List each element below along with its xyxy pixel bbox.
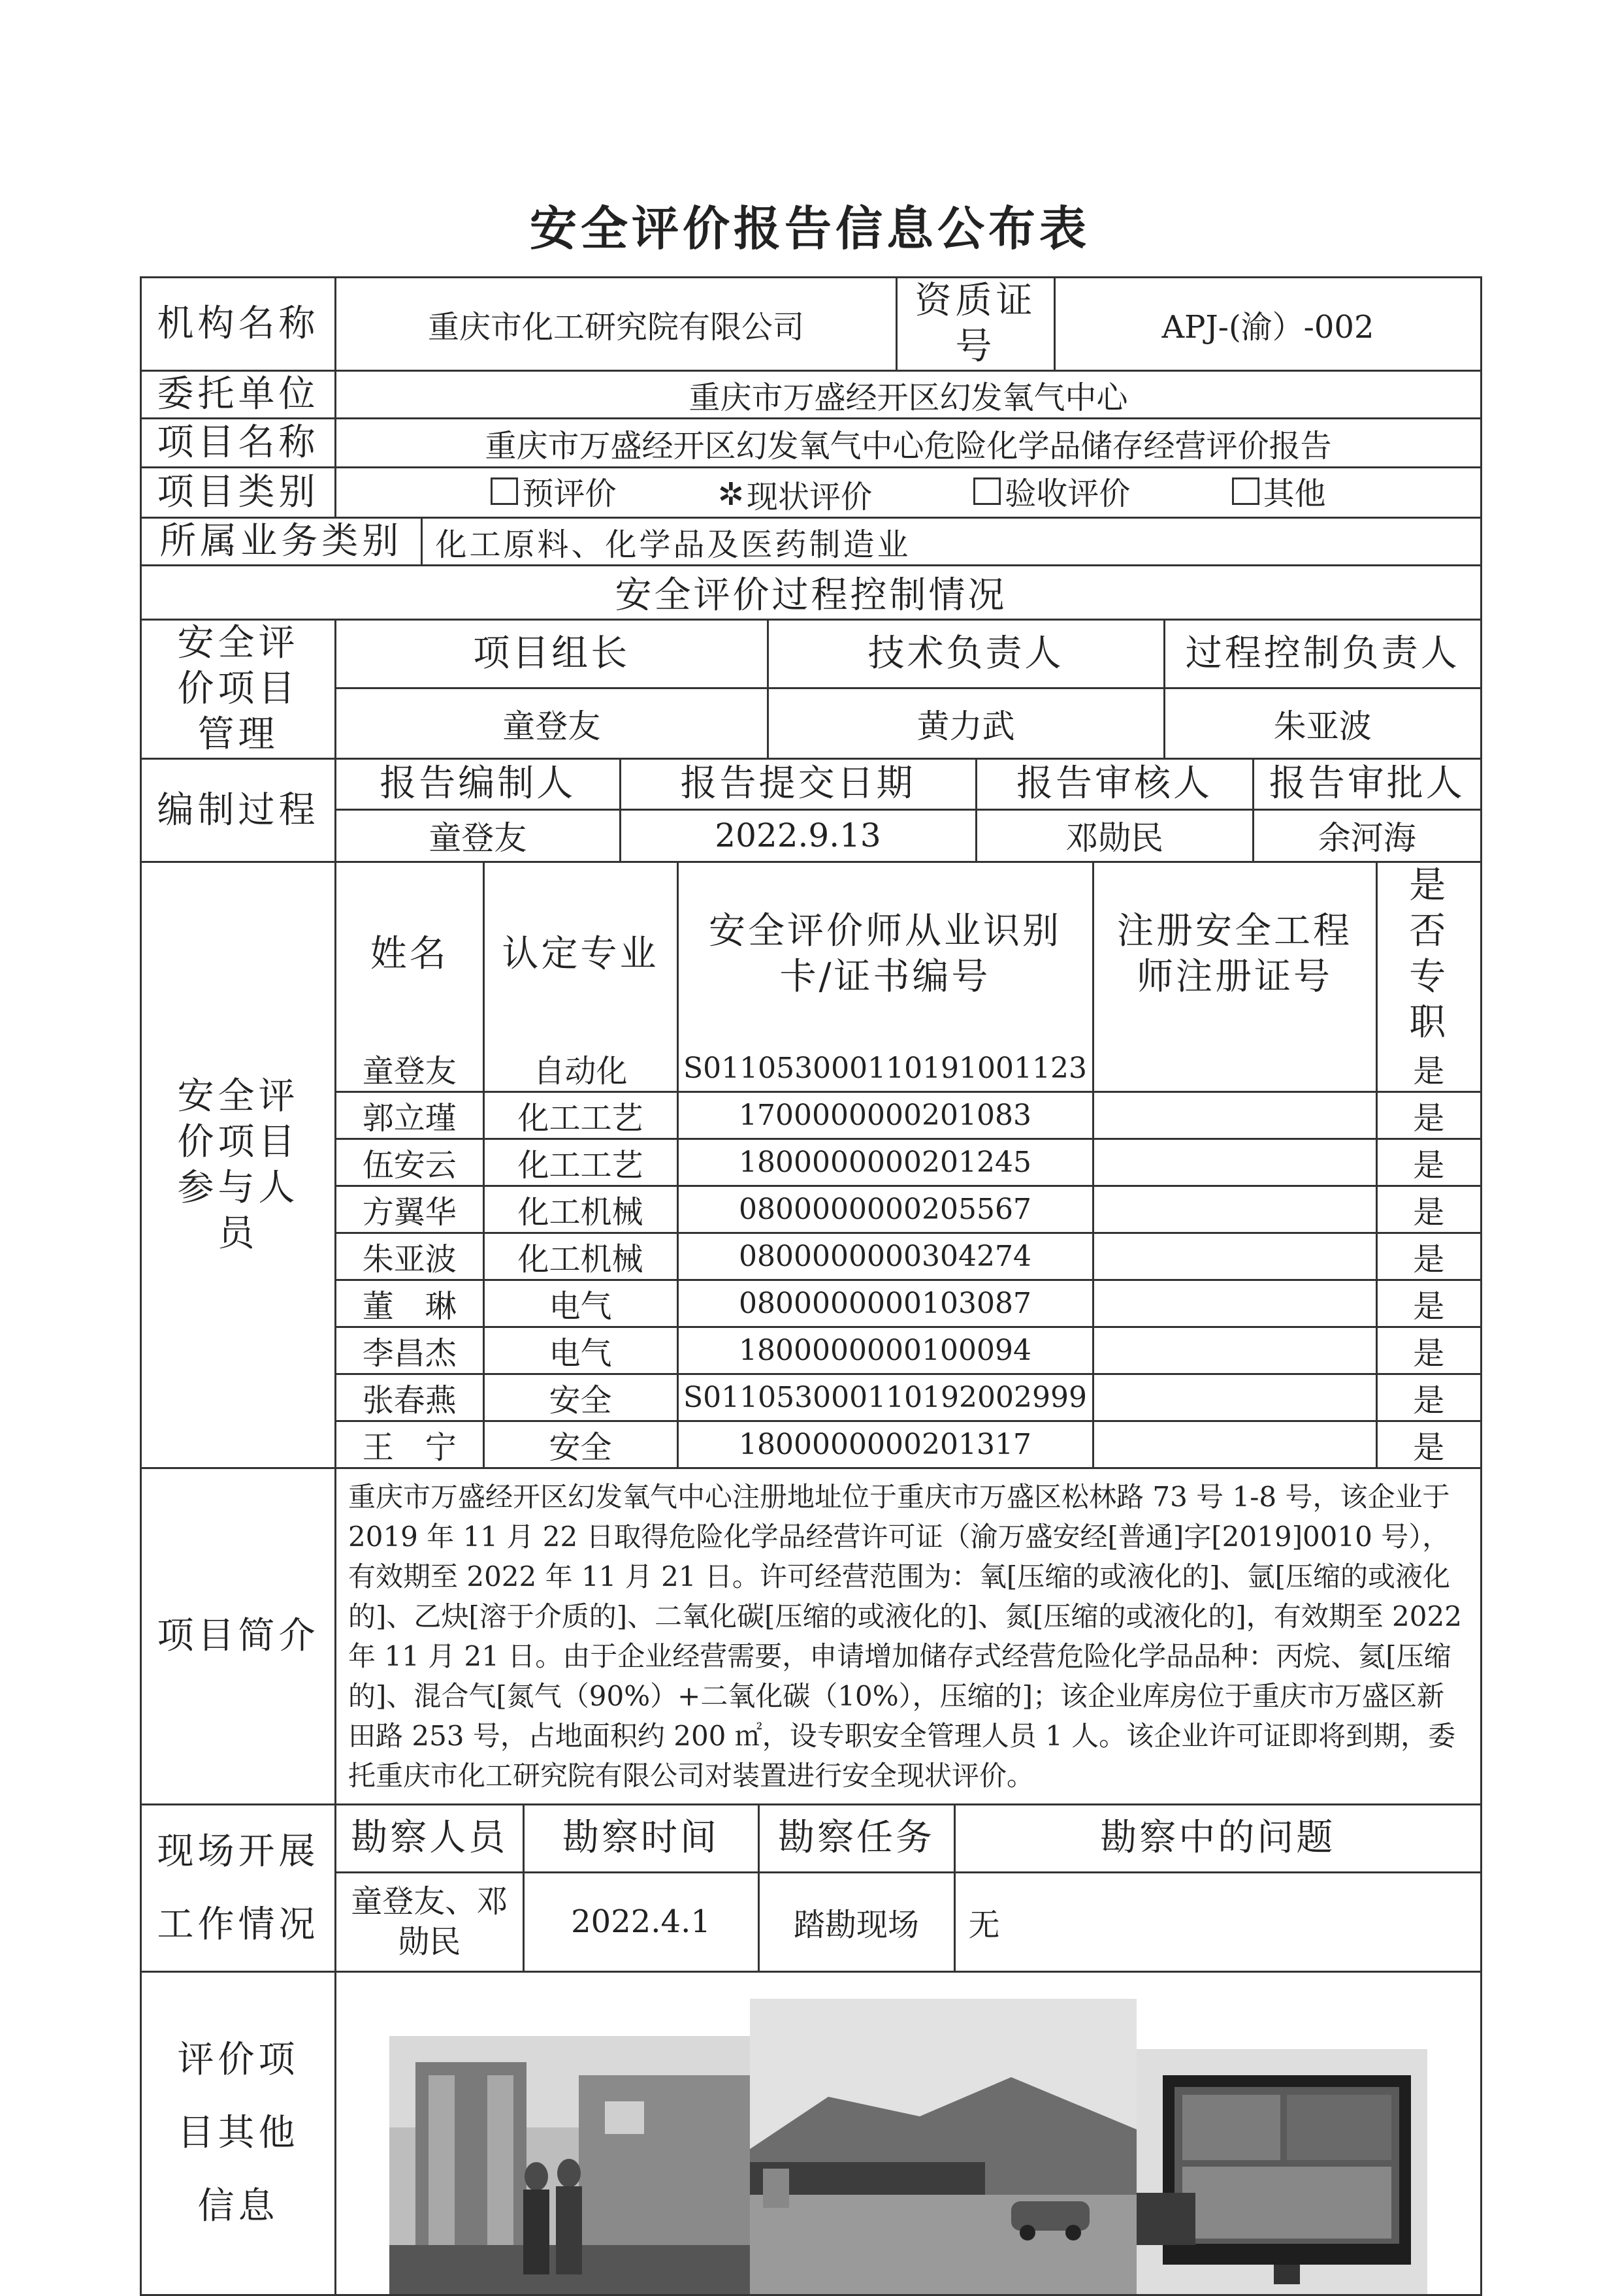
site-value: 2022.4.1 bbox=[523, 1872, 758, 1971]
compile-header: 报告审批人 bbox=[1253, 760, 1480, 809]
site-value: 童登友、邓勋民 bbox=[336, 1872, 523, 1971]
participant-card-number: 0800000000103087 bbox=[677, 1280, 1093, 1327]
org-value: 重庆市化工研究院有限公司 bbox=[336, 278, 897, 371]
participant-major: 化工机械 bbox=[483, 1233, 677, 1280]
site-header: 勘察时间 bbox=[523, 1805, 758, 1872]
site-gate-photo bbox=[389, 2036, 750, 2294]
participant-name: 朱亚波 bbox=[336, 1233, 483, 1280]
management-value: 黄力武 bbox=[768, 688, 1164, 758]
cert-label: 资质证号 bbox=[897, 278, 1055, 371]
business-label: 所属业务类别 bbox=[142, 519, 421, 564]
participant-card-number: 1700000000201083 bbox=[677, 1092, 1093, 1139]
participant-reg-number bbox=[1093, 1046, 1376, 1092]
intro-text: 重庆市万盛经开区幻发氧气中心注册地址位于重庆市万盛区松林路 73 号 1-8 号，该企业于 2019 年 11 月 22 日取得危险化学品经营许可证（渝万盛安经[普通]字[2019]0010 号），有效期至 2022 年 11 月 21 日。许可经营范围为：氧[压缩的或液化的]、氩[压缩的或液化的]、乙炔[溶于介质的]、二氧化碳[压缩的或液化的]、氮[压缩的或液化的]，有效期至 2022 年 11 月 21 日。由于企业经营需要，申请增加储存式经营危险化学品品种：丙烷、氦[压缩的]、混合气[氮气（90%）+二氧化碳（10%），压缩的]；该企业库房位于重庆市万盛区新田路 253 号，占地面积约 200 ㎡，设专职安全管理人员 1 人。该企业许可证即将到期，委托重庆市化工研究院有限公司对装置进行安全现状评价。 bbox=[336, 1468, 1482, 1805]
compile-label: 编制过程 bbox=[141, 759, 336, 862]
other-label: 评价项目其他信息 bbox=[141, 1972, 336, 2295]
participant-reg-number bbox=[1093, 1421, 1376, 1468]
participant-card-number: 1800000000100094 bbox=[677, 1327, 1093, 1374]
participant-name: 郭立瑾 bbox=[336, 1092, 483, 1139]
checkbox-icon[interactable] bbox=[973, 477, 1001, 505]
management-header: 过程控制负责人 bbox=[1164, 621, 1480, 688]
option-other[interactable]: 其他 bbox=[1232, 468, 1326, 513]
compile-value: 邓勋民 bbox=[976, 809, 1253, 861]
participant-row bbox=[336, 1374, 1480, 1421]
participant-major: 自动化 bbox=[483, 1046, 677, 1092]
participant-major: 化工机械 bbox=[483, 1186, 677, 1233]
site-value: 踏勘现场 bbox=[758, 1872, 954, 1971]
participant-row bbox=[336, 1421, 1480, 1468]
compile-block bbox=[336, 759, 1482, 862]
intro-label: 项目简介 bbox=[141, 1468, 336, 1805]
cert-value: APJ-(渝）-002 bbox=[1055, 278, 1482, 371]
site-label: 现场开展工作情况 bbox=[141, 1805, 336, 1972]
participant-card-number: S011053000110192002999 bbox=[677, 1374, 1093, 1421]
participant-major: 化工工艺 bbox=[483, 1092, 677, 1139]
category-label: 项目类别 bbox=[141, 468, 336, 518]
management-header: 项目组长 bbox=[336, 621, 768, 688]
participant-name: 李昌杰 bbox=[336, 1327, 483, 1374]
participant-fulltime: 是 bbox=[1376, 1139, 1480, 1186]
participant-name: 伍安云 bbox=[336, 1139, 483, 1186]
participant-card-number: 1800000000201317 bbox=[677, 1421, 1093, 1468]
photo-strip bbox=[336, 1973, 1480, 2294]
monitor-screen-photo bbox=[1137, 2049, 1427, 2294]
participant-reg-number bbox=[1093, 1139, 1376, 1186]
client-label: 委托单位 bbox=[141, 371, 336, 419]
participant-card-number: S011053000110191001123 bbox=[677, 1046, 1093, 1092]
participant-fulltime: 是 bbox=[1376, 1046, 1480, 1092]
participants-header: 是否专职 bbox=[1376, 863, 1480, 1046]
participant-major: 化工工艺 bbox=[483, 1139, 677, 1186]
option-acceptance-evaluation[interactable]: 验收评价 bbox=[973, 468, 1130, 513]
participant-card-number: 0800000000304274 bbox=[677, 1233, 1093, 1280]
option-status-evaluation[interactable]: ✲ 现状评价 bbox=[717, 476, 872, 515]
option-pre-evaluation[interactable]: 预评价 bbox=[491, 468, 616, 513]
participant-row bbox=[336, 1139, 1480, 1186]
org-label: 机构名称 bbox=[141, 278, 336, 371]
checkbox-icon[interactable] bbox=[1232, 477, 1259, 505]
compile-header: 报告提交日期 bbox=[620, 760, 976, 809]
client-value: 重庆市万盛经开区幻发氧气中心 bbox=[336, 371, 1482, 419]
participant-name: 董 琳 bbox=[336, 1280, 483, 1327]
participants-header: 姓名 bbox=[336, 863, 483, 1046]
site-header: 勘察任务 bbox=[758, 1805, 954, 1872]
participant-name: 张春燕 bbox=[336, 1374, 483, 1421]
participant-fulltime: 是 bbox=[1376, 1186, 1480, 1233]
site-yard-photo bbox=[750, 1999, 1137, 2294]
participant-row bbox=[336, 1280, 1480, 1327]
info-table bbox=[140, 276, 1482, 2296]
participant-reg-number bbox=[1093, 1280, 1376, 1327]
participant-major: 电气 bbox=[483, 1327, 677, 1374]
participant-major: 电气 bbox=[483, 1280, 677, 1327]
checked-mark-icon[interactable]: ✲ bbox=[717, 476, 744, 513]
project-label: 项目名称 bbox=[141, 419, 336, 468]
photos-cell bbox=[336, 1972, 1482, 2295]
participants-block bbox=[336, 862, 1482, 1468]
management-value: 朱亚波 bbox=[1164, 688, 1480, 758]
page-title: 安全评价报告信息公布表 bbox=[529, 201, 1090, 256]
participants-header: 注册安全工程师注册证号 bbox=[1093, 863, 1376, 1046]
site-header: 勘察人员 bbox=[336, 1805, 523, 1872]
participant-reg-number bbox=[1093, 1186, 1376, 1233]
participant-row bbox=[336, 1233, 1480, 1280]
participant-fulltime: 是 bbox=[1376, 1374, 1480, 1421]
site-value: 无 bbox=[954, 1872, 1480, 1971]
participants-label: 安全评价项目参与人员 bbox=[141, 862, 336, 1468]
management-header: 技术负责人 bbox=[768, 621, 1164, 688]
participant-reg-number bbox=[1093, 1233, 1376, 1280]
category-options bbox=[336, 468, 1482, 518]
participant-reg-number bbox=[1093, 1092, 1376, 1139]
participant-fulltime: 是 bbox=[1376, 1280, 1480, 1327]
participant-row bbox=[336, 1327, 1480, 1374]
participant-fulltime: 是 bbox=[1376, 1233, 1480, 1280]
participant-card-number: 1800000000201245 bbox=[677, 1139, 1093, 1186]
site-block bbox=[336, 1805, 1482, 1972]
participant-row bbox=[336, 1046, 1480, 1092]
compile-header: 报告审核人 bbox=[976, 760, 1253, 809]
management-label: 安全评价项目管理 bbox=[141, 620, 336, 759]
participant-card-number: 0800000000205567 bbox=[677, 1186, 1093, 1233]
compile-value: 余河海 bbox=[1253, 809, 1480, 861]
participant-reg-number bbox=[1093, 1374, 1376, 1421]
site-header: 勘察中的问题 bbox=[954, 1805, 1480, 1872]
participant-fulltime: 是 bbox=[1376, 1092, 1480, 1139]
participant-row bbox=[336, 1186, 1480, 1233]
management-value: 童登友 bbox=[336, 688, 768, 758]
participant-row bbox=[336, 1092, 1480, 1139]
compile-value: 2022.9.13 bbox=[620, 809, 976, 861]
management-block bbox=[336, 620, 1482, 759]
checkbox-icon[interactable] bbox=[491, 477, 518, 505]
participant-major: 安全 bbox=[483, 1421, 677, 1468]
process-section-title: 安全评价过程控制情况 bbox=[141, 566, 1482, 620]
participant-name: 方翼华 bbox=[336, 1186, 483, 1233]
business-row bbox=[141, 518, 1482, 566]
participant-major: 安全 bbox=[483, 1374, 677, 1421]
participant-fulltime: 是 bbox=[1376, 1327, 1480, 1374]
business-value: 化工原料、化学品及医药制造业 bbox=[421, 519, 1480, 564]
compile-value: 童登友 bbox=[336, 809, 620, 861]
project-value: 重庆市万盛经开区幻发氧气中心危险化学品储存经营评价报告 bbox=[336, 419, 1482, 468]
participant-name: 王 宁 bbox=[336, 1421, 483, 1468]
compile-header: 报告编制人 bbox=[336, 760, 620, 809]
participants-header: 安全评价师从业识别卡/证书编号 bbox=[677, 863, 1093, 1046]
participant-reg-number bbox=[1093, 1327, 1376, 1374]
participant-fulltime: 是 bbox=[1376, 1421, 1480, 1468]
participants-header: 认定专业 bbox=[483, 863, 677, 1046]
participant-name: 童登友 bbox=[336, 1046, 483, 1092]
